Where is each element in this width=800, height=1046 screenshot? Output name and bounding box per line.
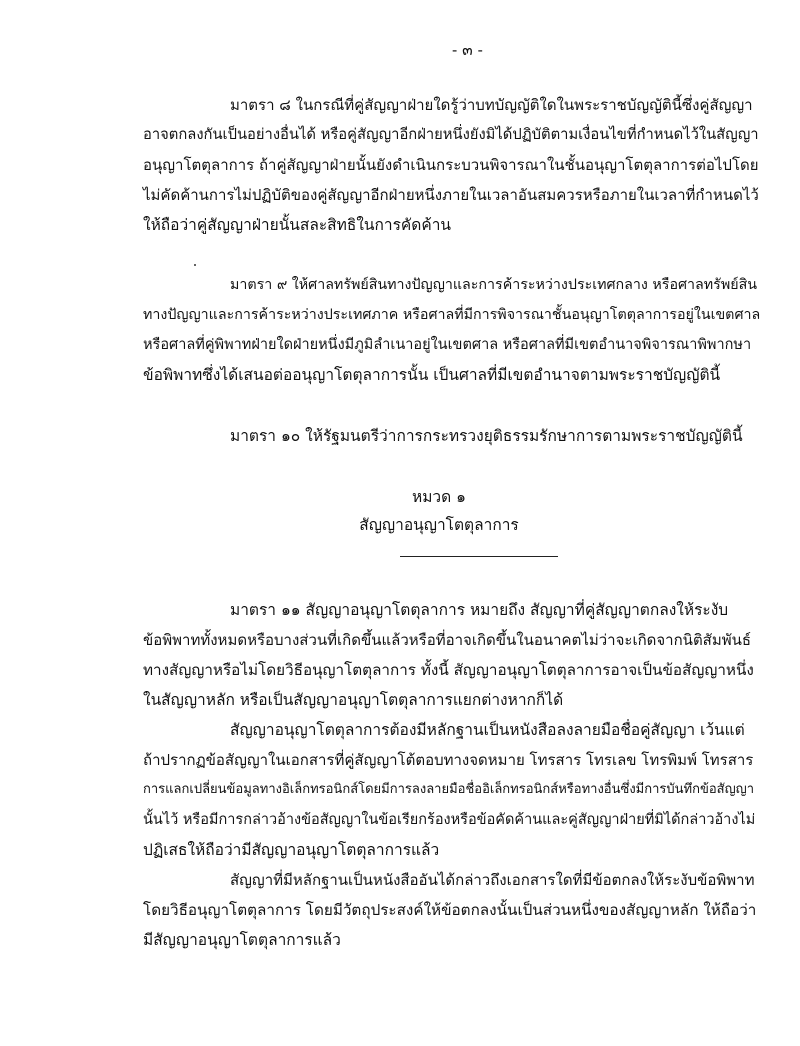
section-11-p2-line-3: การแลกเปลี่ยนข้อมูลทางอิเล็กทรอนิกส์โดยมีการลงลายมือชื่ออิเล็กทรอนิกส์หรือทางอื่นซึ่งมีการบันทึกข้อสัญญา — [143, 782, 755, 797]
section-9-line-2: ทางปัญญาและการค้าระหว่างประเทศภาค หรือศาลที่มีการพิจารณาชั้นอนุญาโตตุลาการอยู่ในเขตศาล — [143, 307, 761, 323]
section-11-p2-line-2: ถ้าปรากฏข้อสัญญาในเอกสารที่คู่สัญญาโต้ตอบทางจดหมาย โทรสาร โทรเลข โทรพิมพ์ โทรสาร — [143, 751, 754, 769]
section-10-line-1: มาตรา ๑๐ ให้รัฐมนตรีว่าการกระทรวงยุติธรรมรักษาการตามพระราชบัญญัตินี้ — [230, 427, 743, 445]
section-8-line-3: อนุญาโตตุลาการ ถ้าคู่สัญญาฝ่ายนั้นยังดำเนินกระบวนพิจารณาในชั้นอนุญาโตตุลาการต่อไปโดย — [143, 156, 759, 174]
section-9-line-3: หรือศาลที่คู่พิพาทฝ่ายใดฝ่ายหนึ่งมีภูมิลำเนาอยู่ในเขตศาล หรือศาลที่มีเขตอำนาจพิจารณาพิพากษา — [143, 337, 752, 353]
section-11-p1-line-3: ทางสัญญาหรือไม่โดยวิธีอนุญาโตตุลาการ ทั้งนี้ สัญญาอนุญาโตตุลาการอาจเป็นข้อสัญญาหนึ่ง — [143, 661, 754, 679]
section-11-p2-line-4: นั้นไว้ หรือมีการกล่าวอ้างข้อสัญญาในข้อเรียกร้องหรือข้อคัดค้านและคู่สัญญาฝ่ายที่มิได้กล่าวอ้างไม่ — [143, 812, 756, 828]
section-8-line-2: อาจตกลงกันเป็นอย่างอื่นได้ หรือคู่สัญญาอีกฝ่ายหนึ่งยังมิได้ปฏิบัติตามเงื่อนไขที่กำหนดไว้ในสัญญา — [143, 126, 759, 143]
section-11-p2-line-1: สัญญาอนุญาโตตุลาการต้องมีหลักฐานเป็นหนังสือลงลายมือชื่อคู่สัญญา เว้นแต่ — [230, 721, 745, 739]
section-11-p1-line-4: ในสัญญาหลัก หรือเป็นสัญญาอนุญาโตตุลาการแยกต่างหากก็ได้ — [143, 691, 564, 709]
section-11-p3-line-1: สัญญาที่มีหลักฐานเป็นหนังสืออันได้กล่าวถึงเอกสารใดที่มีข้อตกลงให้ระงับข้อพิพาท — [230, 871, 755, 889]
stray-dot — [194, 264, 196, 266]
section-8-line-4: ไม่คัดค้านการไม่ปฏิบัติของคู่สัญญาอีกฝ่ายหนึ่งภายในเวลาอันสมควรหรือภายในเวลาที่กำหนดไว้ — [143, 186, 759, 204]
section-11-p3-line-3: มีสัญญาอนุญาโตตุลาการแล้ว — [143, 931, 341, 949]
section-9-line-1: มาตรา ๙ ให้ศาลทรัพย์สินทางปัญญาและการค้าระหว่างประเทศกลาง หรือศาลทรัพย์สิน — [230, 277, 758, 293]
section-8-line-1: มาตรา ๘ ในกรณีที่คู่สัญญาฝ่ายใดรู้ว่าบทบัญญัติใดในพระราชบัญญัตินี้ซึ่งคู่สัญญา — [230, 96, 753, 114]
section-8-line-5: ให้ถือว่าคู่สัญญาฝ่ายนั้นสละสิทธิในการคัดค้าน — [143, 216, 451, 234]
section-11-p2-line-5: ปฏิเสธให้ถือว่ามีสัญญาอนุญาโตตุลาการแล้ว — [143, 841, 440, 859]
section-9-line-4: ข้อพิพาทซึ่งได้เสนอต่ออนุญาโตตุลาการนั้น เป็นศาลที่มีเขตอำนาจตามพระราชบัญญัตินี้ — [143, 366, 721, 384]
chapter-heading: หมวด ๑ — [412, 488, 466, 506]
section-11-p1-line-2: ข้อพิพาททั้งหมดหรือบางส่วนที่เกิดขึ้นแล้วหรือที่อาจเกิดขึ้นในอนาคตไม่ว่าจะเกิดจากนิติสัมพันธ์ — [143, 631, 752, 649]
chapter-title: สัญญาอนุญาโตตุลาการ — [359, 516, 519, 534]
page-number: - ๓ - — [452, 41, 483, 59]
section-11-p1-line-1: มาตรา ๑๑ สัญญาอนุญาโตตุลาการ หมายถึง สัญญาที่คู่สัญญาตกลงให้ระงับ — [230, 601, 729, 619]
section-11-p3-line-2: โดยวิธีอนุญาโตตุลาการ โดยมีวัตถุประสงค์ให้ข้อตกลงนั้นเป็นส่วนหนึ่งของสัญญาหลัก ให้ถือว่า — [143, 901, 757, 919]
chapter-divider — [400, 556, 558, 557]
